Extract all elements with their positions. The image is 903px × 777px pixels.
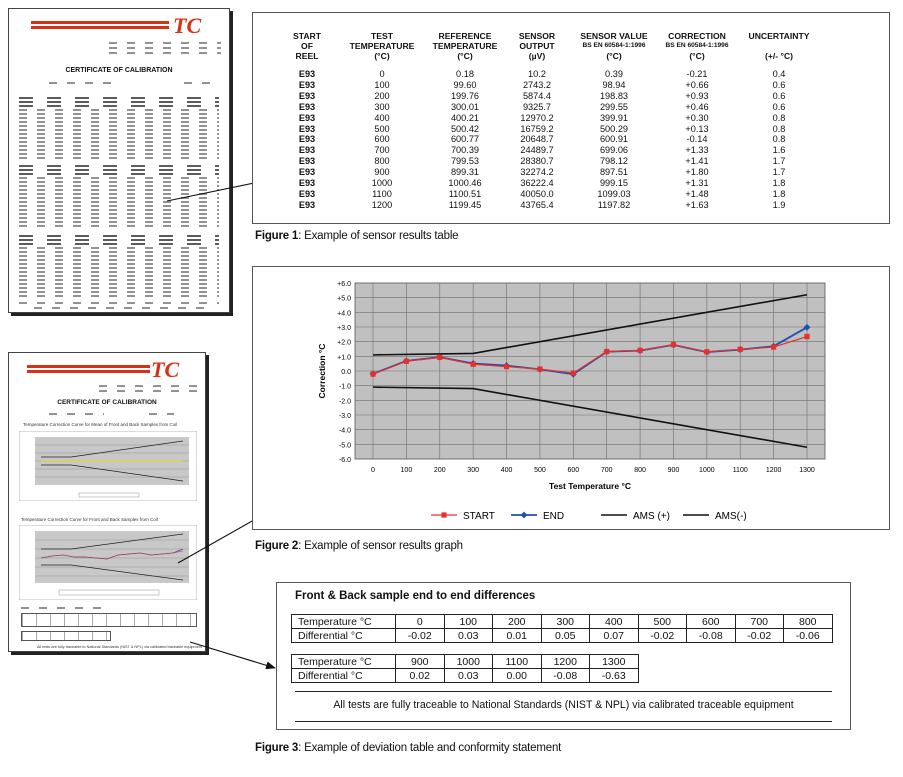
- table-cell: 1.9: [772, 199, 786, 210]
- figure2-caption: [255, 540, 463, 552]
- column-header-line: CORRECTION: [668, 31, 726, 41]
- differential-cell: 0.02: [396, 669, 445, 683]
- reel-cell: E93: [298, 101, 316, 112]
- table-cell: +1.41: [685, 156, 709, 167]
- company-logo: TC: [173, 13, 202, 38]
- table-cell: +0.66: [685, 79, 709, 90]
- table-cell: 500: [374, 123, 390, 134]
- x-tick-label: 1200: [765, 467, 782, 474]
- table-cell: 198.83: [599, 90, 629, 101]
- column-header: [729, 31, 829, 61]
- table-cell: 28380.7: [520, 156, 554, 167]
- deviation-table-2: [291, 654, 639, 683]
- table-cell: 0.6: [772, 101, 786, 112]
- row-label: Temperature °C: [292, 615, 396, 629]
- figure3-deviation-panel: [276, 582, 851, 730]
- table-cell: 1.7: [772, 156, 786, 167]
- differential-cell: 0.03: [444, 629, 493, 643]
- table-cell: 12970.2: [520, 112, 554, 123]
- table-cell: 1.8: [772, 178, 786, 188]
- temperature-cell: 1100: [493, 655, 542, 669]
- table-cell: +1.80: [685, 167, 709, 178]
- temperature-cell: 200: [493, 615, 542, 629]
- thumbnail-chart1-title: Temperature Correction Curve for Mean of Front and Back Samples from Coil: [23, 422, 178, 427]
- table-cell: 1.7: [772, 167, 786, 178]
- x-tick-label: 500: [534, 467, 546, 474]
- certificate-title: CERTIFICATE OF CALIBRATION: [65, 67, 173, 74]
- figure1-caption-text: : Example of sensor results table: [298, 230, 459, 242]
- table-cell: 40050.0: [520, 188, 554, 199]
- x-tick-label: 600: [567, 467, 580, 474]
- column-header-line: (°C): [374, 51, 390, 61]
- x-tick-label: 0: [371, 467, 375, 474]
- table-cell: 899.31: [450, 167, 480, 178]
- differential-cell: -0.02: [735, 629, 784, 643]
- table-cell: 2743.2: [522, 79, 552, 90]
- table-cell: 32274.2: [520, 167, 554, 178]
- thumbnail-footer-statement: All tests are fully traceable to National Standards (NIST & NPL) via calibrated traceable equipment: [37, 645, 202, 649]
- figure2-caption-label: Figure 2: [255, 540, 299, 552]
- y-tick-label: 0.0: [341, 369, 351, 376]
- column-header-line: (+/- °C): [764, 51, 794, 61]
- table-cell: 0: [379, 69, 385, 79]
- divider-bottom: [295, 721, 832, 722]
- table-cell: 800: [374, 156, 390, 167]
- table-cell: 10.2: [528, 69, 546, 79]
- differential-cell: -0.02: [638, 629, 687, 643]
- table-cell: 1100: [372, 188, 392, 199]
- table-cell: +1.48: [685, 188, 709, 199]
- column-header-line: (°C): [606, 51, 622, 61]
- arrow-to-figure3: [190, 642, 275, 668]
- table-cell: 999.15: [599, 178, 629, 188]
- figure1-caption: [255, 230, 458, 242]
- table-cell: 200: [374, 90, 390, 101]
- differential-cell: -0.02: [396, 629, 445, 643]
- table-cell: 0.6: [772, 90, 786, 101]
- column-header-line: START: [292, 31, 321, 41]
- thumbnail-chart2-title: Temperature Correction Curve for Front and Back Samples from Coil: [21, 517, 158, 522]
- start-series-point: [571, 370, 576, 375]
- legend-marker: [441, 512, 446, 517]
- table-cell: 36222.4: [520, 178, 554, 188]
- start-series-point: [604, 349, 609, 354]
- row-label: Differential °C: [292, 669, 396, 683]
- differential-cell: -0.06: [784, 629, 833, 643]
- table-cell: 1200: [371, 199, 393, 210]
- table-cell: +0.30: [685, 112, 709, 123]
- column-header-line: SENSOR: [518, 31, 556, 41]
- start-series-point: [671, 342, 676, 347]
- temperature-cell: 600: [687, 615, 736, 629]
- x-tick-label: 700: [600, 467, 613, 474]
- y-tick-label: +4.0: [337, 310, 351, 318]
- table-cell: 300.01: [450, 101, 480, 112]
- table-row: [292, 629, 833, 643]
- table-cell: 798.12: [599, 156, 629, 167]
- column-header-line: BS EN 60584-1:1996: [665, 42, 729, 49]
- x-tick-label: 900: [667, 467, 680, 474]
- table-cell: 0.18: [456, 69, 474, 79]
- table-cell: 100: [374, 79, 390, 90]
- x-tick-label: 800: [634, 467, 646, 474]
- table-cell: -0.21: [686, 69, 708, 79]
- table-cell: 300: [374, 101, 390, 112]
- table-cell: 900: [374, 167, 390, 178]
- table-cell: 700.39: [450, 145, 480, 156]
- reel-cell: E93: [298, 167, 316, 178]
- y-tick-label: +1.0: [337, 354, 351, 362]
- reel-cell: E93: [298, 134, 316, 145]
- temperature-cell: 1000: [444, 655, 493, 669]
- legend-label: START: [463, 511, 495, 522]
- traceability-statement: All tests are fully traceable to National Standards (NIST & NPL) via calibrated traceable equipment: [333, 699, 794, 711]
- figure3-caption-label: Figure 3: [255, 742, 299, 754]
- x-tick-label: 200: [433, 467, 446, 474]
- reel-cell: E93: [298, 145, 316, 156]
- legend-label: AMS(-): [715, 511, 747, 522]
- y-tick-label: +3.0: [337, 325, 351, 332]
- temperature-cell: 300: [541, 615, 590, 629]
- column-header-line: [729, 41, 829, 51]
- column-header-line: BS EN 60584-1:1996: [582, 42, 646, 49]
- x-tick-label: 1300: [799, 467, 815, 474]
- table-cell: 1000.46: [448, 178, 482, 188]
- table-cell: 400: [374, 112, 390, 123]
- differential-cell: 0.05: [541, 629, 590, 643]
- company-logo: TC: [151, 357, 180, 382]
- table-cell: 1100.51: [448, 188, 482, 199]
- figure2-graph-panel: [252, 266, 890, 530]
- table-cell: 20648.7: [520, 134, 554, 145]
- column-header-line: OUTPUT: [519, 41, 555, 51]
- deviation-table-title: Front & Back sample end to end differences: [295, 590, 536, 602]
- table-cell: 0.39: [605, 69, 623, 79]
- table-cell: 99.60: [453, 79, 477, 90]
- y-tick-label: -1.0: [338, 383, 351, 391]
- certificate-title: CERTIFICATE OF CALIBRATION: [57, 399, 157, 406]
- reel-cell: E93: [298, 156, 316, 167]
- reel-cell: E93: [298, 112, 316, 123]
- differential-cell: -0.08: [541, 669, 590, 683]
- column-header-line: SENSOR VALUE: [580, 31, 648, 41]
- differential-cell: 0.07: [590, 629, 639, 643]
- x-tick-label: 100: [400, 467, 413, 474]
- temperature-cell: 800: [784, 615, 833, 629]
- correction-chart: [253, 267, 889, 529]
- table-cell: +1.31: [685, 178, 709, 188]
- temperature-cell: 500: [638, 615, 687, 629]
- column-header-line: UNCERTAINTY: [748, 31, 810, 41]
- y-tick-label: +2.0: [337, 339, 351, 347]
- start-series-point: [637, 348, 642, 353]
- reel-cell: E93: [298, 188, 316, 199]
- table-cell: 199.76: [450, 90, 480, 101]
- reel-cell: E93: [298, 178, 316, 188]
- start-series-point: [404, 359, 409, 364]
- column-header-line: REEL: [295, 51, 319, 61]
- temperature-cell: 100: [444, 615, 493, 629]
- column-header-line: (µV): [528, 51, 546, 61]
- column-header-line: REFERENCE: [438, 31, 492, 41]
- row-label: Differential °C: [292, 629, 396, 643]
- temperature-cell: 0: [396, 615, 445, 629]
- x-tick-label: 1000: [699, 467, 715, 474]
- start-series-point: [437, 355, 442, 360]
- start-series-point: [771, 344, 776, 349]
- legend-label: AMS (+): [633, 511, 670, 522]
- temperature-cell: 400: [590, 615, 639, 629]
- table-cell: 43765.4: [520, 199, 554, 210]
- table-cell: 1197.82: [597, 199, 631, 210]
- table-cell: 0.4: [772, 69, 786, 79]
- table-cell: +0.13: [685, 123, 709, 134]
- table-cell: 600.91: [599, 134, 629, 145]
- table-row: [292, 615, 833, 629]
- reel-cell: E93: [298, 79, 316, 90]
- differential-cell: -0.08: [687, 629, 736, 643]
- differential-cell: 0.01: [493, 629, 542, 643]
- column-header-line: (°C): [457, 51, 473, 61]
- table-cell: 9325.7: [522, 101, 552, 112]
- table-cell: 98.94: [602, 79, 626, 90]
- start-series-point: [704, 349, 709, 354]
- deviation-table-1: [291, 614, 833, 643]
- y-tick-label: -4.0: [338, 427, 351, 435]
- x-tick-label: 1100: [732, 467, 748, 474]
- table-cell: 1000: [371, 178, 393, 188]
- table-cell: 400.21: [450, 112, 480, 123]
- differential-cell: 0.00: [493, 669, 542, 683]
- table-cell: 500.29: [599, 123, 629, 134]
- y-tick-label: +5.0: [337, 295, 351, 303]
- start-series-point: [471, 362, 476, 367]
- start-series-point: [370, 371, 375, 376]
- table-cell: 16759.2: [520, 123, 554, 134]
- figure2-caption-text: : Example of sensor results graph: [298, 540, 463, 552]
- table-cell: +0.46: [685, 101, 709, 112]
- x-axis-label: Test Temperature °C: [549, 481, 631, 491]
- differential-cell: 0.03: [444, 669, 493, 683]
- table-cell: 500.42: [450, 123, 480, 134]
- table-cell: 5874.4: [522, 90, 552, 101]
- table-cell: +1.33: [685, 145, 709, 156]
- table-cell: 600: [374, 134, 390, 145]
- table-cell: 700: [374, 145, 390, 156]
- temperature-cell: 1200: [541, 655, 590, 669]
- table-cell: 0.8: [772, 123, 786, 134]
- start-series-point: [804, 334, 809, 339]
- temperature-cell: 700: [735, 615, 784, 629]
- figure3-caption-text: : Example of deviation table and conformity statement: [298, 742, 562, 754]
- figure1-caption-label: Figure 1: [255, 230, 299, 242]
- table-cell: 1099.03: [597, 188, 631, 199]
- legend-label: END: [543, 511, 565, 522]
- reel-cell: E93: [298, 90, 316, 101]
- table-cell: 399.91: [599, 112, 629, 123]
- table-cell: 600.77: [450, 134, 480, 145]
- row-label: Temperature °C: [292, 655, 396, 669]
- x-tick-label: 300: [467, 467, 479, 474]
- table-cell: 1.6: [772, 145, 786, 156]
- column-header-line: TEMPERATURE: [432, 41, 498, 51]
- temperature-cell: 900: [396, 655, 445, 669]
- y-axis-label: Correction °C: [317, 343, 327, 399]
- table-cell: 1.8: [772, 188, 786, 199]
- table-cell: 0.8: [772, 112, 786, 123]
- y-tick-label: -5.0: [338, 442, 351, 450]
- x-tick-label: 400: [500, 467, 513, 474]
- table-cell: 1199.45: [448, 199, 482, 210]
- table-cell: -0.14: [686, 134, 708, 145]
- reel-cell: E93: [298, 199, 316, 210]
- y-tick-label: -6.0: [338, 457, 351, 464]
- table-cell: 0.6: [772, 79, 786, 90]
- table-cell: 24489.7: [520, 145, 554, 156]
- table-cell: +1.63: [685, 199, 709, 210]
- column-header-line: TEST: [371, 31, 393, 41]
- figure3-caption: [255, 742, 561, 754]
- column-header-line: OF: [301, 41, 313, 51]
- start-series-point: [504, 364, 509, 369]
- table-cell: +0.93: [685, 90, 709, 101]
- table-cell: 799.53: [450, 156, 480, 167]
- reel-cell: E93: [298, 69, 316, 79]
- legend-marker: [521, 512, 528, 519]
- start-series-point: [738, 347, 743, 352]
- column-header-line: TEMPERATURE: [349, 41, 415, 51]
- figure1-results-table-panel: [252, 12, 890, 224]
- temperature-cell: 1300: [590, 655, 639, 669]
- start-series-point: [537, 366, 542, 371]
- table-cell: 299.55: [599, 101, 629, 112]
- y-tick-label: +6.0: [337, 281, 351, 288]
- y-tick-label: -3.0: [338, 413, 351, 420]
- reel-cell: E93: [298, 123, 316, 134]
- table-cell: 699.06: [599, 145, 629, 156]
- y-tick-label: -2.0: [338, 398, 351, 406]
- differential-cell: -0.63: [590, 669, 639, 683]
- column-header-line: (°C): [689, 51, 705, 61]
- table-cell: 0.8: [772, 134, 786, 145]
- table-row: [292, 669, 639, 683]
- table-cell: 897.51: [599, 167, 629, 178]
- divider-top: [295, 691, 832, 692]
- table-row: [292, 655, 639, 669]
